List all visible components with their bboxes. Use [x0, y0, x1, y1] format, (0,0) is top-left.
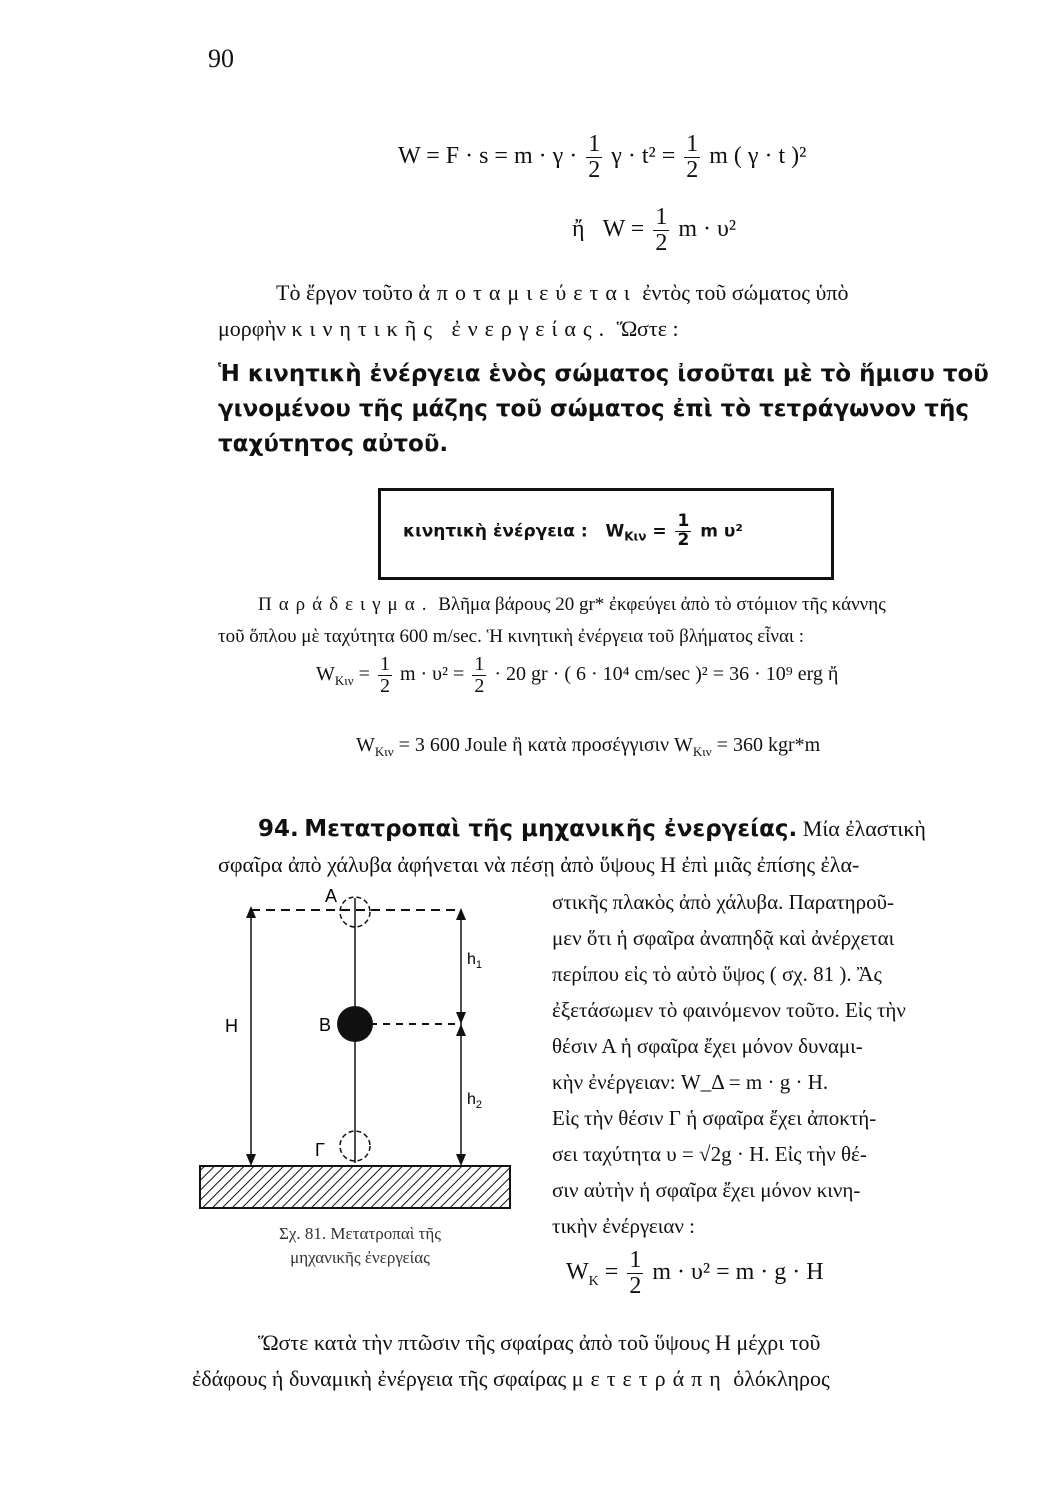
eq4-lhs: W [356, 734, 375, 756]
box-label: κινητικὴ ἐνέργεια : [403, 521, 588, 542]
box-lhs: W [605, 521, 625, 542]
box-fraction [675, 513, 691, 550]
eq1-lhs: W = F · s = m · γ · [398, 143, 578, 170]
eq5-f-den: 2 [629, 1273, 642, 1300]
eq3-mid: m · υ² = [399, 663, 465, 686]
eq1-f1-num: 1 [588, 131, 601, 157]
label-H: Η [225, 1016, 238, 1036]
eq4-rhs: = 360 kgr*m [716, 734, 821, 756]
eq2-lhs: W = [602, 216, 645, 243]
box-rhs: m υ² [700, 521, 743, 542]
eq3-f1-num: 1 [379, 653, 390, 675]
eq4-sub2: Κιν [692, 744, 712, 759]
eq2-fraction [653, 205, 669, 256]
label-h2-letter: h [467, 1091, 476, 1108]
col-line: περίπου εἰς τὸ αὐτὸ ὕψος ( σχ. 81 ). Ἂς [552, 962, 882, 986]
example-line-1 [258, 588, 886, 622]
col-line: σιν αὐτὴν ἡ σφαῖρα ἔχει μόνον κινη- [552, 1178, 861, 1202]
h2-arrow-bottom [456, 1154, 466, 1166]
eq1-rhs: m ( γ · t )² [709, 143, 807, 170]
page-number: 90 [208, 44, 234, 73]
eq3-fraction-1 [378, 654, 392, 697]
eq5-f-num: 1 [629, 1247, 642, 1273]
H-arrow-top [246, 906, 256, 918]
section-heading-line [258, 812, 926, 846]
equation-conservation [566, 1248, 824, 1299]
h2-arrow-top [456, 1024, 466, 1036]
eq1-f2-num: 1 [686, 131, 699, 157]
label-h2-sub: 2 [475, 1099, 483, 1111]
box-f-den: 2 [677, 529, 690, 550]
column-text [552, 884, 1048, 1244]
section-line-2: σφαῖρα ἀπὸ χάλυβα ἀφήνεται νὰ πέσῃ ἀπὸ ὕψους Η ἐπὶ μιᾶς ἐπίσης ἐλα- [218, 852, 860, 877]
formula-box [378, 488, 834, 580]
caption-line-2: μηχανικῆς ἐνεργείας [290, 1248, 430, 1267]
box-f-num: 1 [677, 511, 690, 531]
eq5-rhs: m · υ² = m · g · H [652, 1259, 824, 1286]
col-line: τικὴν ἐνέργειαν : [552, 1214, 695, 1238]
section-number: 94. [258, 816, 299, 842]
equation-kinetic-short [572, 205, 736, 256]
label-A: Α [325, 886, 338, 906]
eq1-mid: γ · t² = [611, 143, 676, 170]
h1-arrow-bottom [456, 1012, 466, 1024]
figure-caption [210, 1222, 510, 1270]
closing-line-2 [192, 1362, 830, 1396]
label-B: Β [319, 1015, 332, 1035]
label-h1 [467, 951, 482, 971]
label-h1-sub: 1 [475, 959, 483, 971]
eq3-lhs: W [316, 663, 335, 686]
closing-line-1: Ὥστε κατὰ τὴν πτῶσιν τῆς σφαίρας ἀπὸ τοῦ ὕψους Η μέχρι τοῦ [258, 1330, 821, 1355]
eq3-fraction-2 [472, 654, 486, 697]
col-line: θέσιν Α ἡ σφαῖρα ἔχει μόνον δυναμι- [552, 1034, 863, 1058]
closing-text-c: ὁλόκληρος [733, 1366, 830, 1391]
eq2-f-num: 1 [655, 204, 668, 230]
eq2-or: ἤ [572, 216, 585, 243]
section-line1-rest: Μία ἐλαστικὴ [802, 816, 926, 841]
eq3-f2-num: 1 [474, 653, 485, 675]
label-h1-letter: h [467, 951, 476, 968]
equation-work-derivation [398, 132, 806, 183]
eq2-f-den: 2 [655, 230, 668, 257]
p1-spaced-word: ἀποταμιεύεται [418, 280, 637, 305]
eq5-lhs: W [566, 1259, 589, 1286]
formula-box-content [403, 513, 743, 550]
label-h2 [467, 1091, 482, 1111]
p1-text-a: Τὸ ἔργον τοῦτο [276, 280, 413, 305]
eq5-sub: K [588, 1274, 599, 1289]
col-line: κὴν ἐνέργειαν: W_Δ = m · g · H. [552, 1070, 829, 1094]
equation-example-kinetic [316, 654, 838, 697]
p1-line2-a: μορφὴν [218, 316, 286, 341]
eq1-f1-den: 2 [588, 157, 601, 184]
steel-plate [200, 1166, 510, 1208]
eq3-sub: Κιν [334, 673, 354, 689]
eq5-fraction [627, 1248, 643, 1299]
closing-spaced-word: μετετράπη [571, 1366, 728, 1391]
figure-falling-sphere [195, 878, 515, 1218]
p1-line2-c: Ὥστε : [616, 316, 679, 341]
eq5-eq: = [604, 1259, 619, 1286]
eq3-eq: = [358, 663, 370, 686]
eq3-f1-den: 2 [379, 675, 390, 697]
eq3-f2-den: 2 [474, 675, 485, 697]
p1-text-c: ἐντὸς τοῦ σώματος ὑπὸ [642, 280, 849, 305]
example-text-1: Βλῆμα βάρους 20 gr* ἐκφεύγει ἀπὸ τὸ στόμιον τῆς κάννης [438, 594, 886, 615]
example-line-2: τοῦ ὅπλου μὲ ταχύτητα 600 m/sec. Ἡ κινητικὴ ἐνέργεια τοῦ βλήματος εἶναι : [218, 626, 805, 647]
eq4-sub: Κιν [374, 744, 394, 759]
paragraph-line-1 [276, 276, 848, 310]
eq1-f2-den: 2 [686, 157, 699, 184]
equation-example-result [356, 734, 820, 760]
closing-text-a: ἐδάφους ἡ δυναμικὴ ἐνέργεια τῆς σφαίρας [192, 1366, 567, 1391]
sphere-position-B [337, 1006, 373, 1042]
box-eq: = [652, 521, 667, 542]
eq2-rhs: m · υ² [678, 216, 737, 243]
caption-line-1: Σχ. 81. Μετατροπαὶ τῆς [278, 1224, 441, 1243]
label-G: Γ [315, 1140, 325, 1160]
col-line: μεν ὅτι ἡ σφαῖρα ἀναπηδᾷ καὶ ἀνέρχεται [552, 926, 895, 950]
H-arrow-bottom [246, 1154, 256, 1166]
definition-kinetic-energy: Ἡ κινητικὴ ἐνέργεια ἑνὸς σώματος ἰσοῦται μὲ τὸ ἥμισυ τοῦ γινομένου τῆς μάζης τοῦ σώματος ἐπὶ τὸ τετράγωνον τῆς ταχύτητος αὐτοῦ. [218, 361, 989, 457]
paragraph-line-2 [218, 312, 679, 346]
col-line: σει ταχύτητα υ = √2g · H. Εἰς τὴν θέ- [552, 1142, 867, 1166]
h1-arrow-top [456, 908, 466, 920]
p1-line2-spaced: κινητικῆς ἐνεργείας. [291, 316, 612, 341]
eq4-mid: = 3 600 Joule ἢ κατὰ προσέγγισιν W [398, 734, 693, 756]
section-title: Μετατροπαὶ τῆς μηχανικῆς ἐνεργείας. [304, 816, 798, 842]
col-line: ἐξετάσωμεν τὸ φαινόμενον τοῦτο. Εἰς τὴν [552, 998, 906, 1022]
example-heading: Παράδειγμα. [258, 594, 434, 615]
eq1-fraction-1 [586, 132, 602, 183]
col-line: Εἰς τὴν θέσιν Γ ἡ σφαῖρα ἔχει ἀποκτή- [552, 1106, 877, 1130]
box-sub: Κιν [624, 529, 647, 544]
eq3-rhs: · 20 gr · ( 6 · 10⁴ cm/sec )² = 36 · 10⁹ erg ἤ [494, 663, 839, 686]
eq1-fraction-2 [684, 132, 700, 183]
col-line: στικῆς πλακὸς ἀπὸ χάλυβα. Παρατηροῦ- [552, 890, 895, 914]
